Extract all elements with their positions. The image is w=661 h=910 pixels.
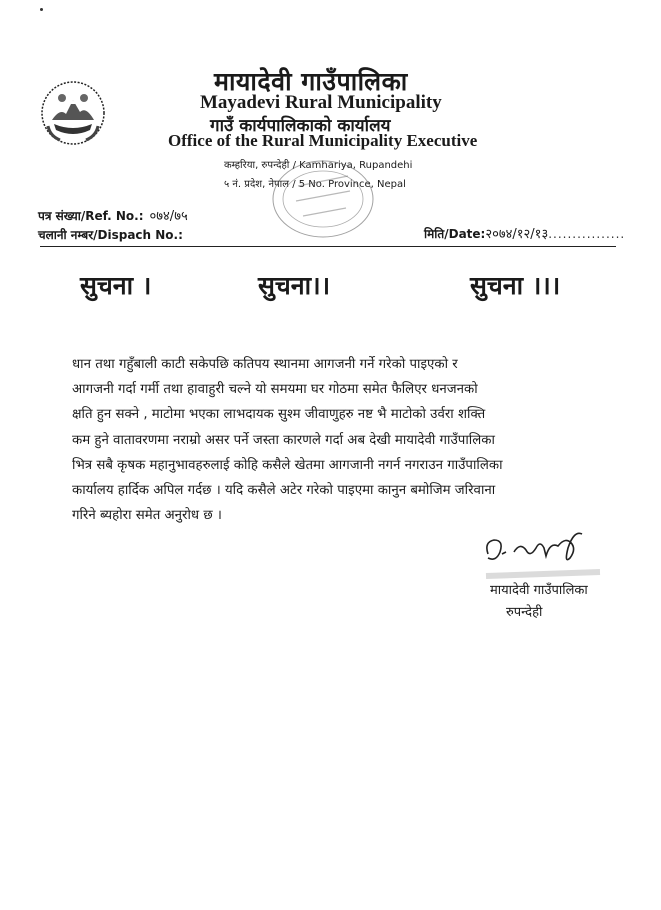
- body-line: भित्र सबै कृषक महानुभावहरुलाई कोहि कसैले खेतमा आगजानी नगर्न नगराउन गाउँपालिका: [72, 457, 503, 473]
- signatory-district: रुपन्देही: [506, 605, 543, 620]
- address-line-1: कम्हरिया, रुपन्देही / Kamhariya, Rupandehi: [224, 160, 413, 171]
- body-line: कम हुने वातावरणमा नराम्रो असर पर्ने जस्ता कारणले गर्दा अब देखी मायादेवी गाउँपालिका: [72, 432, 495, 448]
- address-line-2: ५ नं. प्रदेश, नेपाल / 5 No. Province, Nepal: [224, 179, 406, 190]
- notice-body: [72, 352, 584, 528]
- notice-heading-2: सुचना।।: [258, 271, 331, 300]
- reference-number: [38, 206, 188, 224]
- office-name-english: Office of the Rural Municipality Executive: [168, 131, 478, 150]
- office-name-nepali: गाउँ कार्यपालिकाको कार्यालय: [210, 116, 391, 136]
- body-line: कार्यालय हार्दिक अपिल गर्दछ । यदि कसैले अटेर गरेको पाइएमा कानुन बमोजिम जरिवाना: [72, 483, 496, 499]
- dispatch-number: [38, 226, 183, 243]
- date-value: २०७४/१२/१३: [485, 227, 549, 242]
- dispatch-label: चलानी नम्बर/Dispach No.:: [38, 228, 183, 242]
- body-line: धान तथा गहुँबाली काटी सकेपछि कतिपय स्थानमा आगजनी गर्ने गरेको पाइएको र: [72, 357, 458, 372]
- reference-label: पत्र संख्या/Ref. No.:: [38, 209, 144, 223]
- nepal-emblem-icon: [40, 80, 106, 146]
- date-dots: ................: [548, 227, 626, 241]
- body-line: गरिने ब्यहोरा समेत अनुरोध छ ।: [72, 508, 222, 524]
- body-line: आगजनी गर्दा गर्मी तथा हावाहुरी चल्ने यो समयमा घर गोठमा समेत फैलिएर धनजनको: [72, 382, 478, 398]
- municipality-name-nepali: मायादेवी गाउँपालिका: [214, 67, 408, 96]
- handwritten-signature: [480, 524, 610, 584]
- reference-value: ०७४/७५: [149, 209, 188, 224]
- signatory-office: मायादेवी गाउँपालिका: [490, 583, 588, 598]
- scan-speck: [40, 8, 43, 11]
- office-stamp-icon: [268, 156, 378, 242]
- body-line: क्षति हुन सक्ने , माटोमा भएका लाभदायक सुश्म जीवाणुहरु नष्ट भै माटोको उर्वरा शक्ति: [72, 407, 486, 423]
- notice-heading-3: सुचना ।।।: [470, 271, 561, 300]
- date-field: [424, 224, 625, 242]
- municipality-name-english: Mayadevi Rural Municipality: [200, 92, 442, 113]
- notice-heading-1: सुचना ।: [80, 271, 152, 300]
- header-divider: [40, 246, 616, 247]
- date-label: मिति/Date:: [424, 227, 486, 241]
